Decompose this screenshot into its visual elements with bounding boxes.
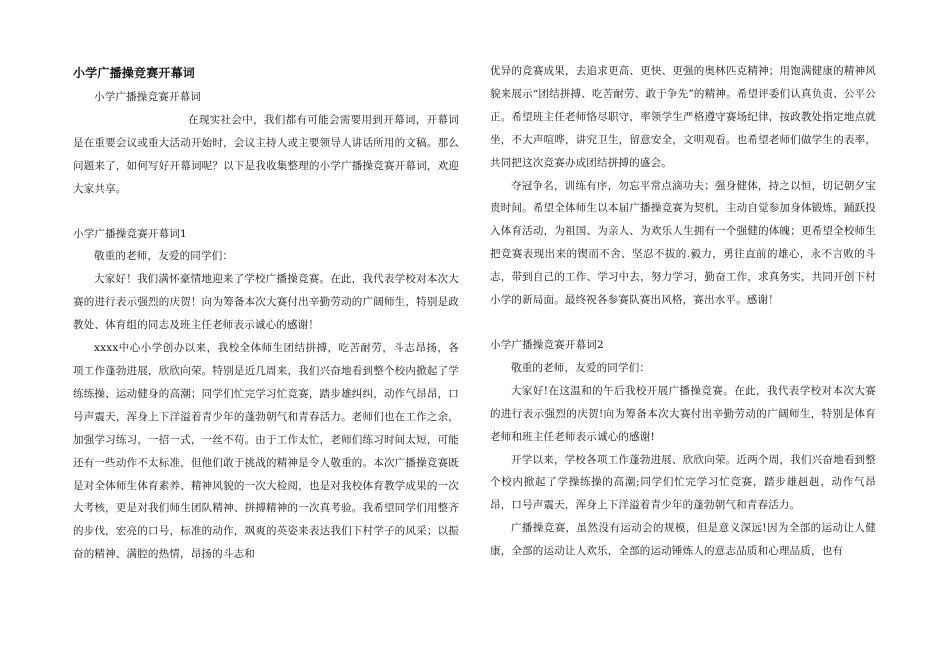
intro-paragraph: 在现实社会中，我们都有可能会需要用到开幕词，开幕词是在重要会议或重大活动开始时，会议主持人或主要领导人讲话所用的文稿。那么问题来了，如何写好开幕词呢？以下是我收集整理的小学广播操竞赛开幕词，欢迎大家共享。 — [73, 113, 459, 195]
salutation: 敬重的老师，友爱的同学们： — [94, 250, 234, 263]
section-gap — [73, 201, 459, 223]
section-gap — [490, 312, 876, 334]
right-column — [490, 60, 876, 563]
salutation: 敬重的老师，友爱的同学们： — [511, 361, 651, 374]
section-heading-1: 小学广播操竞赛开幕词1 — [73, 227, 187, 240]
paragraph: xxxx中心小学创办以来，我校全体师生团结拼搏，吃苦耐劳，斗志昂扬，各项工作蓬勃进展，欣欣向荣。特别是近几周来，我们兴奋地看到整个校内掀起了学练练操、运动健身的高潮；同学们忙完学习忙竞赛，踏步雄纠纠，动作气昂昂，口号声震天，浑身上下洋溢着青少年的蓬勃朝气和青春活力。老师们也在工作之余，加强学习练习，一招一式，一丝不苟。由于工作太忙，老师们练习时间太短，可能还有一些动作不太标准，但他们敢于挑战的精神是令人敬重的。本次广播操竞赛既是对全体师生体育素养、精神风貌的一次大检阅，也是对我校体育教学成果的一次大考核，更是对我们师生团队精神、拼搏精神的一次真考验。我希望同学们用整齐的步伐，宏亮的口号，标准的动作，飒爽的英姿来表达我们下村学子的风采；以振奋的精神、满腔的热情，昂扬的斗志和 — [73, 342, 459, 561]
subtitle: 小学广播操竞赛开幕词 — [94, 91, 201, 103]
paragraph: 广播操竞赛，虽然没有运动会的规模，但是意义深远!因为全部的运动让人健康，全部的运动让人欢乐，全部的运动锤炼人的意志品质和心理品质，也有 — [490, 522, 876, 558]
section-heading-2: 小学广播操竞赛开幕词2 — [490, 338, 604, 351]
left-column — [73, 60, 459, 566]
page-title: 小学广播操竞赛开幕词 — [73, 66, 196, 80]
paragraph: 大家好!在这温和的午后我校开展广播操竞赛。在此，我代表学校对本次大赛的进行表示强烈的庆贺!向为筹备本次大赛付出辛勤劳动的广阔师生，特别是体育老师和班主任老师表示诚心的感谢! — [490, 384, 876, 443]
paragraph: 大家好！我们满怀豪情地迎来了学校广播操竞赛。在此，我代表学校对本次大赛的进行表示强烈的庆贺！向为筹备本次大赛付出辛勤劳动的广阔师生，特别是政教处、体育组的同志及班主任老师表示诚心的感谢！ — [73, 273, 459, 332]
paragraph-continued: 优异的竞赛成果，去追求更高、更快、更强的奥林匹克精神；用饱满健康的精神风貌来展示“团结拼搏、吃苦耐劳、敢于争先”的精神。希望评委们认真负责、公平公正。希望班主任老师恪尽职守，率领学生严格遵守赛场纪律，按政教处指定地点就坐，不大声喧哗，讲究卫生，留意安全，文明观看。也希望老师们做学生的表率，共同把这次竞赛办成团结拼搏的盛会。 — [490, 65, 876, 169]
paragraph: 夺冠争名，训练有序，勿忘平常点滴功夫；强身健体，持之以恒，切记朝夕宝贵时间。希望全体师生以本届广播操竞赛为契机，主动自觉参加身体锻炼，踊跃投入体育活动，为祖国、为亲人、为欢乐人生拥有一个强健的体魄；更希望全校师生把竞赛表现出来的锲而不舍、坚忍不拔的.毅力，勇往直前的雄心，永不言败的斗志，带到自己的工作、学习中去，努力学习，勤奋工作，求真务实，共同开创下村小学的新局面。最终祝各参赛队赛出风格，赛出水平。感谢！ — [490, 179, 876, 307]
paragraph: 开学以来，学校各项工作蓬勃进展、欣欣向荣。近两个周，我们兴奋地看到整个校内掀起了学操练操的高潮;同学们忙完学习忙竞赛，踏步雄赳赳，动作气昂昂，口号声震天，浑身上下洋溢着青少年的蓬勃朝气和青春活力。 — [490, 453, 876, 512]
